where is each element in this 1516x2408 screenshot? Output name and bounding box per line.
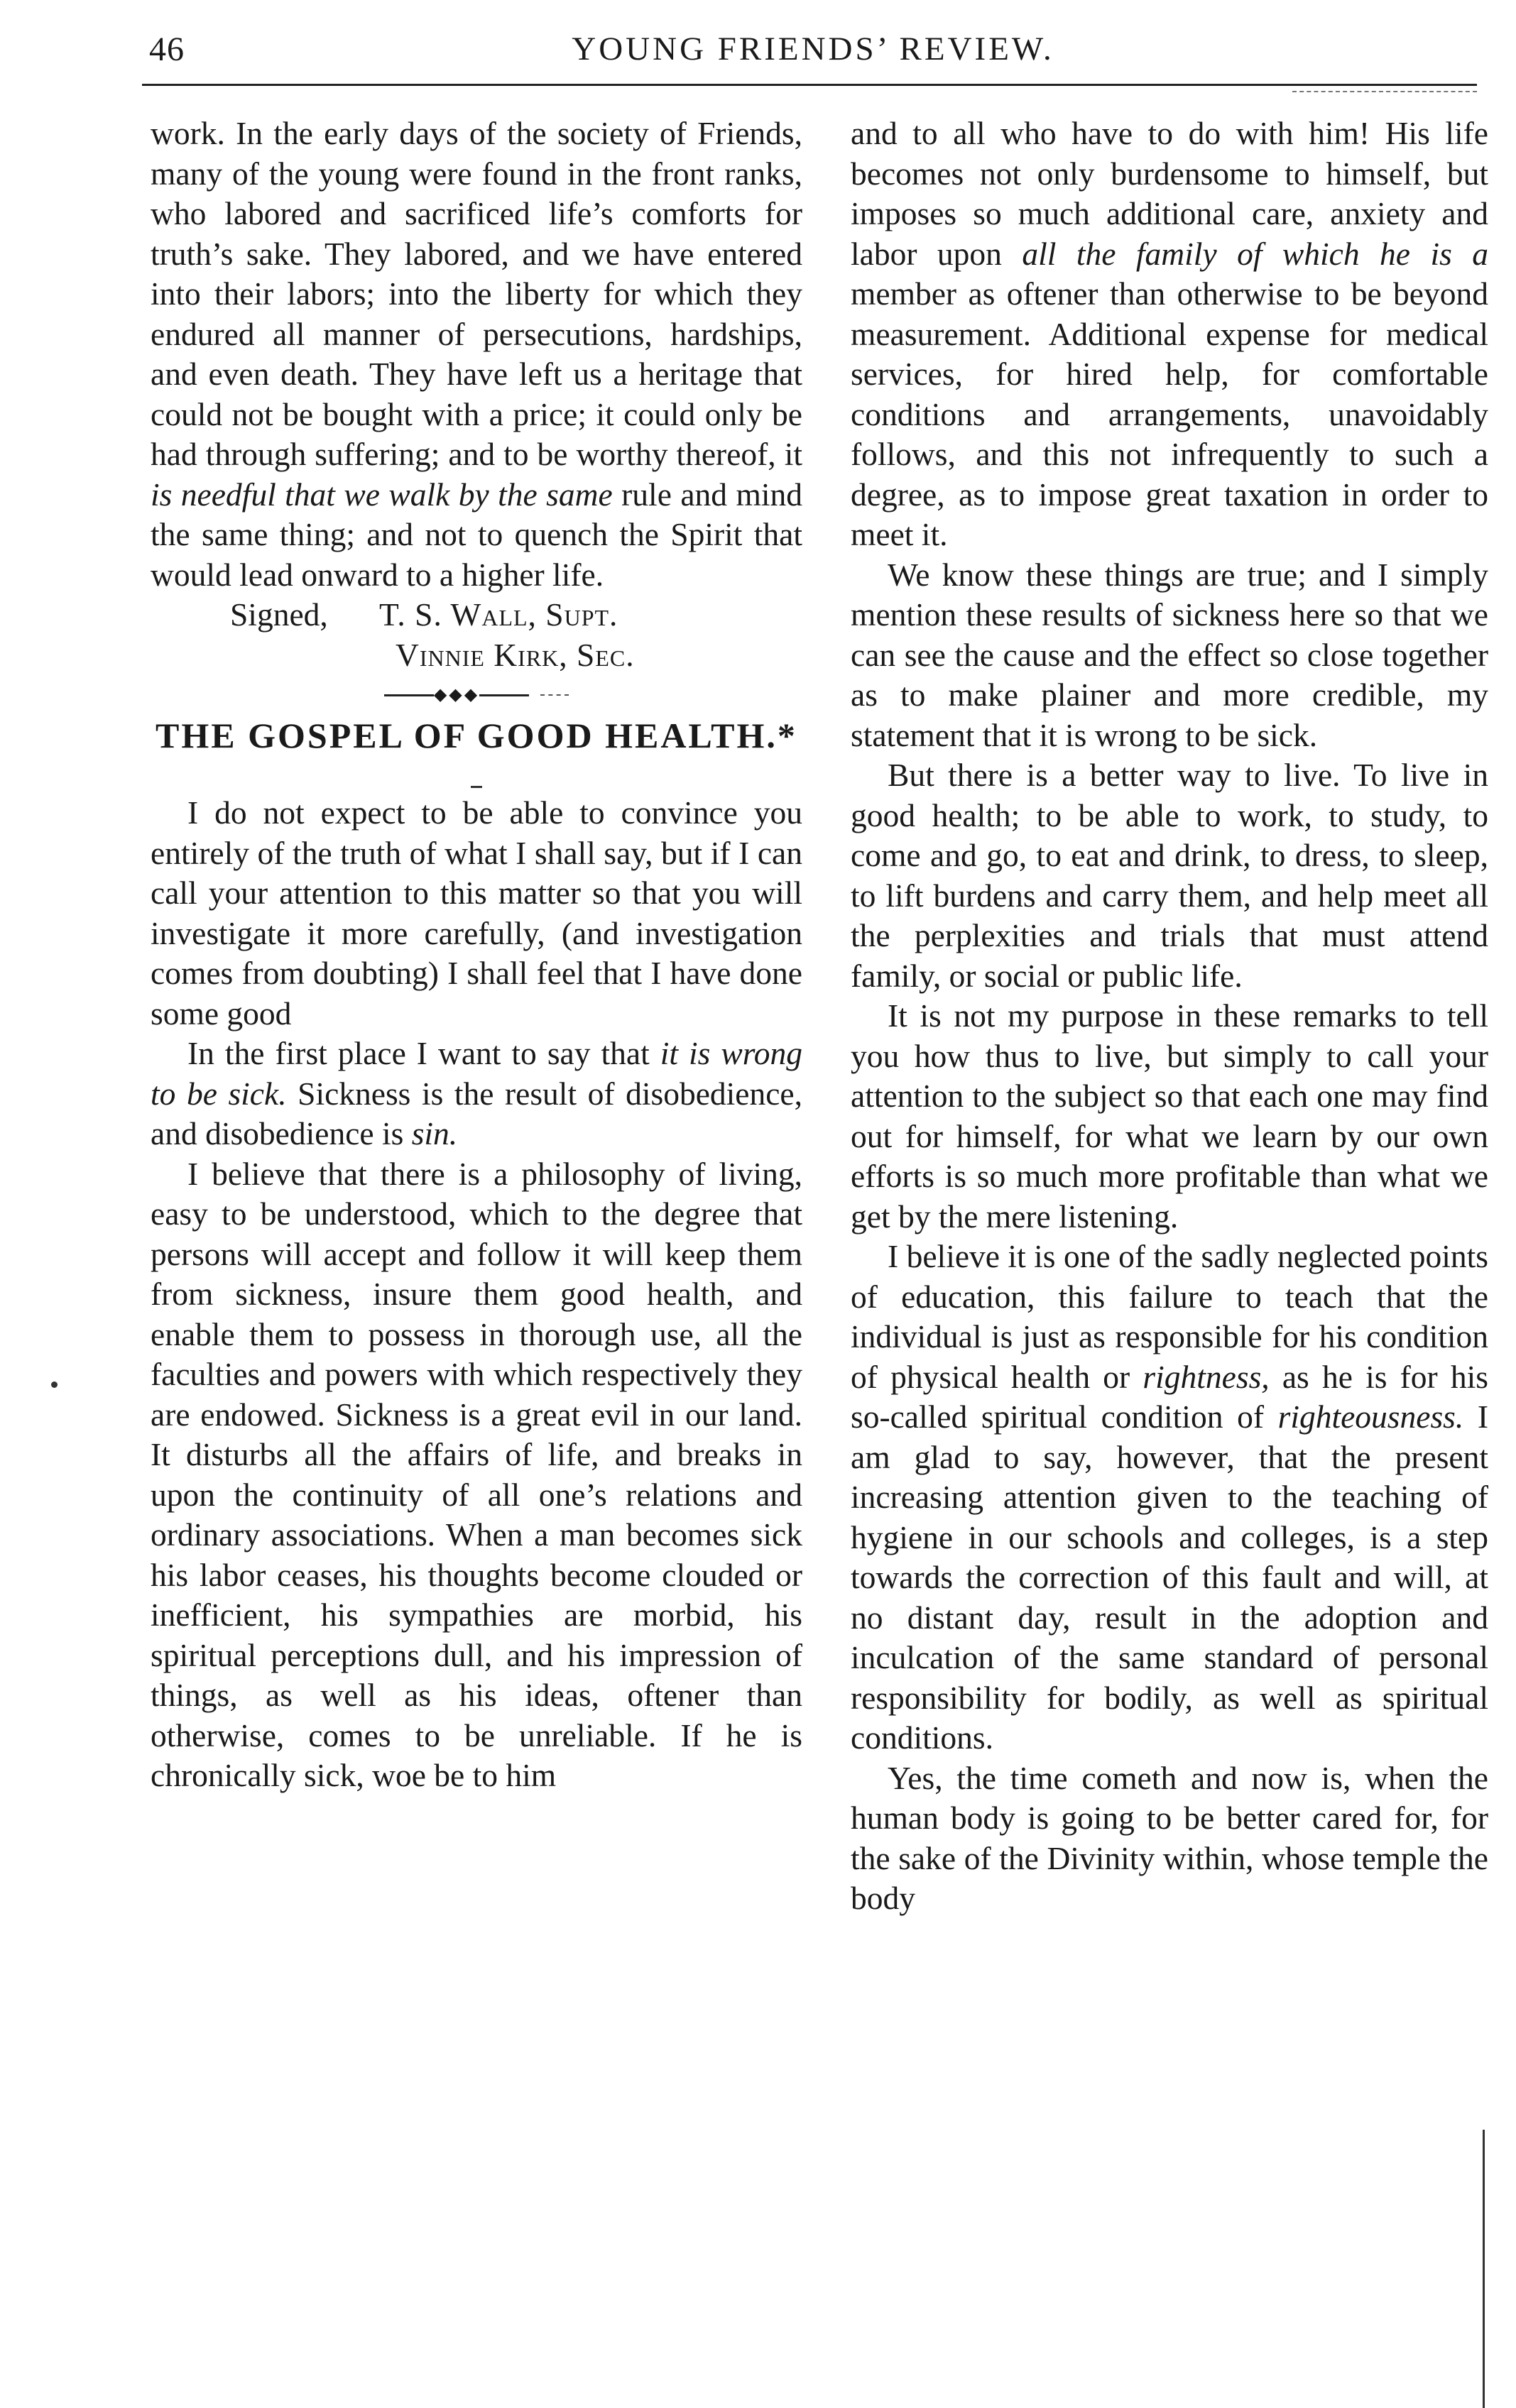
signer-superintendent: T. S. Wall, Supt. xyxy=(379,596,618,633)
text-run: In the first place I want to say that xyxy=(187,1035,650,1072)
page-number: 46 xyxy=(149,31,185,68)
italic-run: it is wrong to be sick. xyxy=(151,1035,803,1112)
article-paragraph: I do not expect to be able to convince you entirely of the truth of what I shall say, but if I can call your attention to this matter so that you will investigate it more carefully, (and investigation comes from doubting) I shall feel that I have done some good xyxy=(151,794,802,1031)
signature-line-2 xyxy=(151,635,802,676)
page-edge-mark xyxy=(1483,2130,1485,2408)
text-run: I believe it is one of the sadly neglected points of education, this failure to teach that the individual is just as responsible for his condition of physical health or xyxy=(851,1238,1488,1395)
title-dash xyxy=(151,757,802,786)
signer-secretary: Vinnie Kirk, Sec. xyxy=(396,636,635,673)
article-paragraph: It is not my purpose in these remarks to tell you how thus to live, but simply to call your attention to the subject so that each one may find out for himself, for what we learn by our own efforts is so much more profitable than what we get by the mere listening. xyxy=(851,997,1488,1235)
journal-title: YOUNG FRIENDS’ REVIEW. xyxy=(572,31,1054,67)
article-paragraph: We know these things are true; and I simply mention these results of sickness here so that we can see the cause and the effect so close together as to make plainer and more credible, my statement that it is wrong to be sick. xyxy=(851,556,1488,753)
header-rule-dashed xyxy=(1292,91,1477,92)
text-run: I am glad to say, however, that the present increasing attention given to the teaching of hygiene in our schools and colleges, is a step towards the correction of this fault and will, at no distant day, result in the adoption and inculcation of the same standard of personal responsibility for bodily, as well as spiritual conditions. xyxy=(851,1399,1489,1756)
italic-run: is needful that we walk by the same xyxy=(151,476,613,513)
article-paragraph: Yes, the time cometh and now is, when the human body is going to be better cared for, for the sake of the Divinity within, whose temple the body xyxy=(851,1759,1488,1916)
text-run: rule and mind the same thing; and not to quench the Spirit that would lead onward to a higher life. xyxy=(151,476,803,593)
article-paragraph xyxy=(851,1237,1488,1758)
section-divider-ornament: ◆◆◆ xyxy=(151,679,802,709)
left-column xyxy=(151,114,802,1796)
italic-run: righteousness. xyxy=(1277,1399,1464,1435)
article-paragraph: But there is a better way to live. To live in good health; to be able to work, to study, to come and go, to eat and drink, to dress, to sleep, to lift burdens and carry them, and help meet all the perplexities and trials that must attend family, or social or public life. xyxy=(851,757,1488,994)
margin-ink-dot xyxy=(51,1381,58,1388)
text-run: as he is for his so-called spiritual condition of xyxy=(851,1358,1489,1435)
signed-label: Signed, xyxy=(230,596,328,633)
italic-run: rightness, xyxy=(1143,1358,1270,1395)
article-paragraph xyxy=(151,1034,802,1154)
page-header xyxy=(146,30,1480,80)
italic-run: all the family of which he is a xyxy=(1022,235,1488,272)
text-run: Sickness is the result of disobedience, and disobedience is xyxy=(151,1075,803,1152)
right-column xyxy=(851,114,1488,1919)
left-paragraph-continuation xyxy=(151,114,802,595)
article-paragraph: I believe that there is a philosophy of living, easy to be understood, which to the degree that persons will accept and follow it will keep them from sickness, insure them good health, and enable them to possess in thorough use, all the faculties and powers with which respectively they are endowed. Sickness is a great evil in our land. It disturbs all the affairs of life, and breaks in upon the continuity of all one’s relations and ordinary associations. When a man becomes sick his labor ceases, his thoughts become clouded or inefficient, his sympathies are morbid, his spiritual perceptions dull, and his impression of things, as well as his ideas, oftener than otherwise, comes to be unreliable. If he is chronically sick, woe be to him xyxy=(151,1155,802,1794)
text-run: work. In the early days of the society of Friends, many of the young were found in the front ranks, who labored and sacrificed life’s comforts for truth’s sake. They labored, and we have entered into their labors; into the liberty for which they endured all manner of persecutions, hardships, and even death. They have left us a heritage that could not be bought with a price; it could only be had through suffering; and to be worthy thereof, it xyxy=(151,115,802,472)
signature-line-1 xyxy=(151,595,802,635)
article-paragraph xyxy=(851,114,1488,555)
text-run: and to all who have to do with him! His life becomes not only burdensome to himself, but imposes so much additional care, anxiety and labor upon xyxy=(851,115,1488,272)
italic-run: sin. xyxy=(411,1115,458,1152)
header-rule xyxy=(142,84,1477,86)
article-title: THE GOSPEL OF GOOD HEALTH.* xyxy=(156,716,797,756)
text-run: member as oftener than otherwise to be beyond measurement. Additional expense for medical services, for hired help, for comfortable conditions and arrangements, unavoidably follows, and this not infrequently to such a degree, as to impose great taxation in order to meet it. xyxy=(851,275,1488,552)
